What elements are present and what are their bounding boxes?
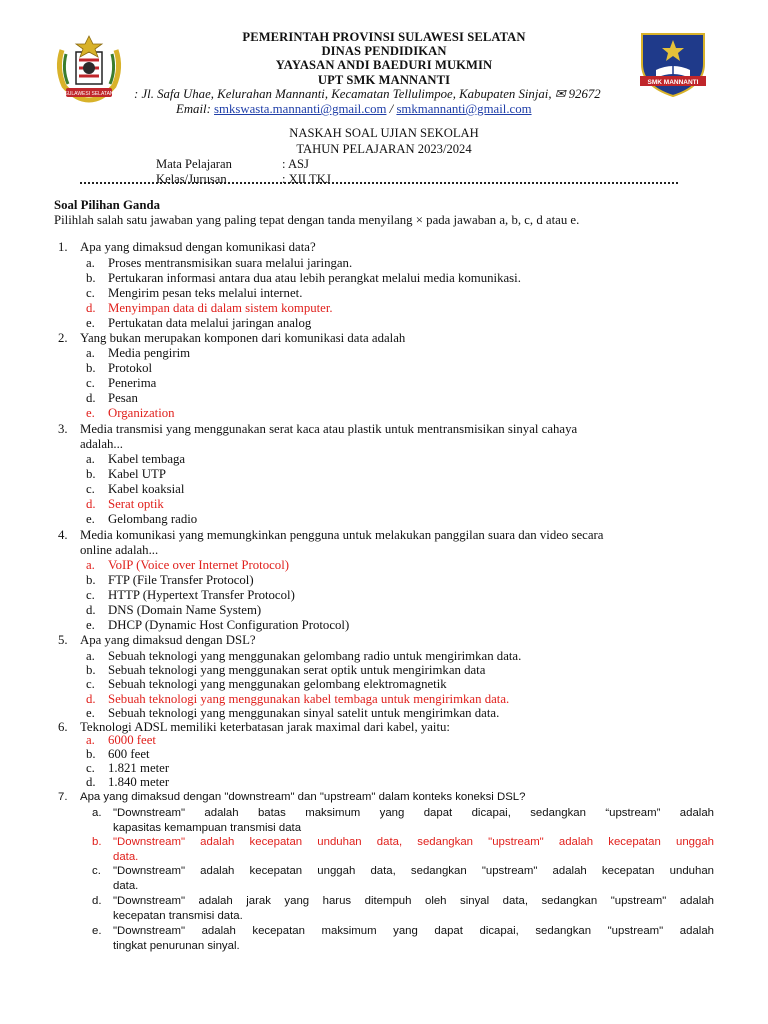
option-text: Penerima [108,376,157,390]
option-letter: d. [86,301,96,315]
option-text: Mengirim pesan teks melalui internet. [108,286,303,300]
option-letter: b. [86,573,96,587]
option-text: Proses mentransmisikan suara melalui jaringan. [108,256,353,270]
option-letter: e. [92,925,102,937]
kop-line: DINAS PENDIDIKAN [321,44,447,59]
option-text-answer: Organization [108,406,175,420]
option-letter: d. [86,603,96,617]
option-letter: b. [86,663,96,677]
option-letter: d. [86,497,96,511]
option-text: Kabel UTP [108,467,166,481]
kop-line: UPT SMK MANNANTI [317,72,451,87]
section-title: Soal Pilihan Ganda [54,198,160,212]
option-text-answer: data. [113,851,139,863]
exam-title: NASKAH SOAL UJIAN SEKOLAH [289,126,479,140]
option-text: Pesan [108,391,138,405]
class-label: Kelas/Jurusan [156,172,227,186]
question-number: 4. [58,528,68,542]
option-text: Pertukaran informasi antara dua atau lebih perangkat melalui media komunikasi. [108,271,521,285]
option-letter: e. [86,406,95,420]
option-letter: d. [92,895,102,907]
class-value: : XII TKJ [282,172,331,186]
left-logo-text: SULAWESI SELATAN [64,91,114,97]
subject-value: : ASJ [282,157,309,171]
option-letter: a. [86,452,95,466]
option-letter: c. [86,286,95,300]
option-text: 1.821 meter [108,761,170,775]
option-letter: a. [92,807,102,819]
option-letter: e. [86,316,95,330]
question-number: 7. [58,791,68,803]
option-text: Pertukatan data melalui jaringan analog [108,316,312,330]
option-text: kecepatan transmisi data. [113,910,243,922]
option-letter: a. [86,558,95,572]
option-letter: b. [86,271,96,285]
option-text-answer: Serat optik [108,497,164,511]
option-text-answer: "Downstream" adalah kecepatan unduhan data, sedangkan "upstream" adalah kecepatan unggah [113,836,714,848]
option-letter: d. [86,692,96,706]
question-text: Yang bukan merupakan komponen dari komunikasi data adalah [80,331,406,345]
option-text: 1.840 meter [108,775,170,789]
question-text: Media transmisi yang menggunakan serat kaca atau plastik untuk mentransmisikan sinyal cahaya [80,422,578,436]
option-text: DHCP (Dynamic Host Configuration Protocol) [108,618,350,632]
question-text: Media komunikasi yang memungkinkan pengguna untuk melakukan panggilan suara dan video secara [80,528,604,542]
option-letter: b. [86,747,96,761]
exam-year: TAHUN PELAJARAN 2023/2024 [296,142,472,156]
email-link-1[interactable]: smkswasta.mannanti@gmail.com [214,102,387,116]
option-text: 600 feet [108,747,150,761]
option-letter: e. [86,618,95,632]
option-text: Sebuah teknologi yang menggunakan gelombang radio untuk mengirimkan data. [108,649,522,663]
option-letter: b. [86,467,96,481]
option-text: "Downstream" adalah jarak yang harus ditempuh oleh sinyal data, sedangkan "upstream" adalah [113,895,714,907]
option-text-answer: VoIP (Voice over Internet Protocol) [108,558,290,572]
subject-label: Mata Pelajaran [156,157,232,171]
question-number: 6. [58,720,68,734]
kop-line: PEMERINTAH PROVINSI SULAWESI SELATAN [242,30,526,44]
option-letter: a. [86,733,95,747]
option-text-answer: 6000 feet [108,733,156,747]
email-link-2[interactable]: smkmannanti@gmail.com [396,102,532,116]
option-text: "Downstream" adalah kecepatan unggah data, sedangkan "upstream" adalah kecepatan unduhan [113,865,714,877]
option-letter: c. [86,588,95,602]
question-text: Teknologi ADSL memiliki keterbatasan jarak maximal dari kabel, yaitu: [80,720,450,734]
question-number: 1. [58,240,68,254]
option-text: tingkat penurunan sinyal. [113,940,240,952]
option-text: Gelombang radio [108,512,198,526]
option-letter: c. [86,376,95,390]
option-letter: c. [86,482,95,496]
question-number: 5. [58,633,68,647]
option-letter: d. [86,775,96,789]
option-letter: e. [86,706,95,720]
question-text: Apa yang dimaksud dengan DSL? [80,633,256,647]
option-text-answer: Menyimpan data di dalam sistem komputer. [108,301,333,315]
right-logo-text: SMK MANNANTI [647,79,699,86]
option-text: kapasitas kemampuan transmisi data [113,822,302,834]
option-text: Sebuah teknologi yang menggunakan gelombang elektromagnetik [108,677,447,691]
option-letter: b. [86,361,96,375]
option-text: Sebuah teknologi yang menggunakan serat optik untuk mengirimkan data [108,663,486,677]
option-text: Kabel tembaga [108,452,186,466]
option-text-answer: Sebuah teknologi yang menggunakan kabel tembaga untuk mengirimkan data. [108,692,510,706]
school-address: : Jl. Safa Uhae, Kelurahan Mannanti, Kecamatan Tellulimpoe, Kabupaten Sinjai, ✉ 92672 [134,87,601,101]
option-text: data. [113,880,139,892]
email-label: Email: [176,102,215,116]
option-letter: d. [86,391,96,405]
option-letter: c. [86,761,95,775]
option-text: Kabel koaksial [108,482,185,496]
option-text: "Downstream" adalah kecepatan maksimum yang dapat dicapai, sedangkan "upstream" adalah [113,925,714,937]
instructions: Pilihlah salah satu jawaban yang paling tepat dengan tanda menyilang × pada jawaban a, b, c, d atau e. [54,213,580,227]
option-letter: c. [86,677,95,691]
option-text: HTTP (Hypertext Transfer Protocol) [108,588,295,602]
question-number: 3. [58,422,68,436]
option-text: Sebuah teknologi yang menggunakan sinyal satelit untuk mengirimkan data. [108,706,500,720]
option-text: "Downstream" adalah batas maksimum yang dapat dicapai, sedangkan “upstream” adalah [113,807,714,819]
question-text: online adalah... [80,543,159,557]
option-letter: b. [92,836,102,848]
email-separator: / [386,102,397,116]
option-letter: a. [86,346,95,360]
option-text: Media pengirim [108,346,191,360]
option-letter: c. [92,865,101,877]
question-text: Apa yang dimaksud dengan komunikasi data? [80,240,316,254]
option-letter: e. [86,512,95,526]
question-text: Apa yang dimaksud dengan "downstream" dan "upstream" dalam konteks koneksi DSL? [80,791,526,803]
option-text: Protokol [108,361,153,375]
option-text: FTP (File Transfer Protocol) [108,573,254,587]
question-number: 2. [58,331,68,345]
option-letter: a. [86,256,95,270]
question-text: adalah... [80,437,123,451]
option-text: DNS (Domain Name System) [108,603,262,617]
option-letter: a. [86,649,95,663]
kop-line: YAYASAN ANDI BAEDURI MUKMIN [275,58,493,73]
